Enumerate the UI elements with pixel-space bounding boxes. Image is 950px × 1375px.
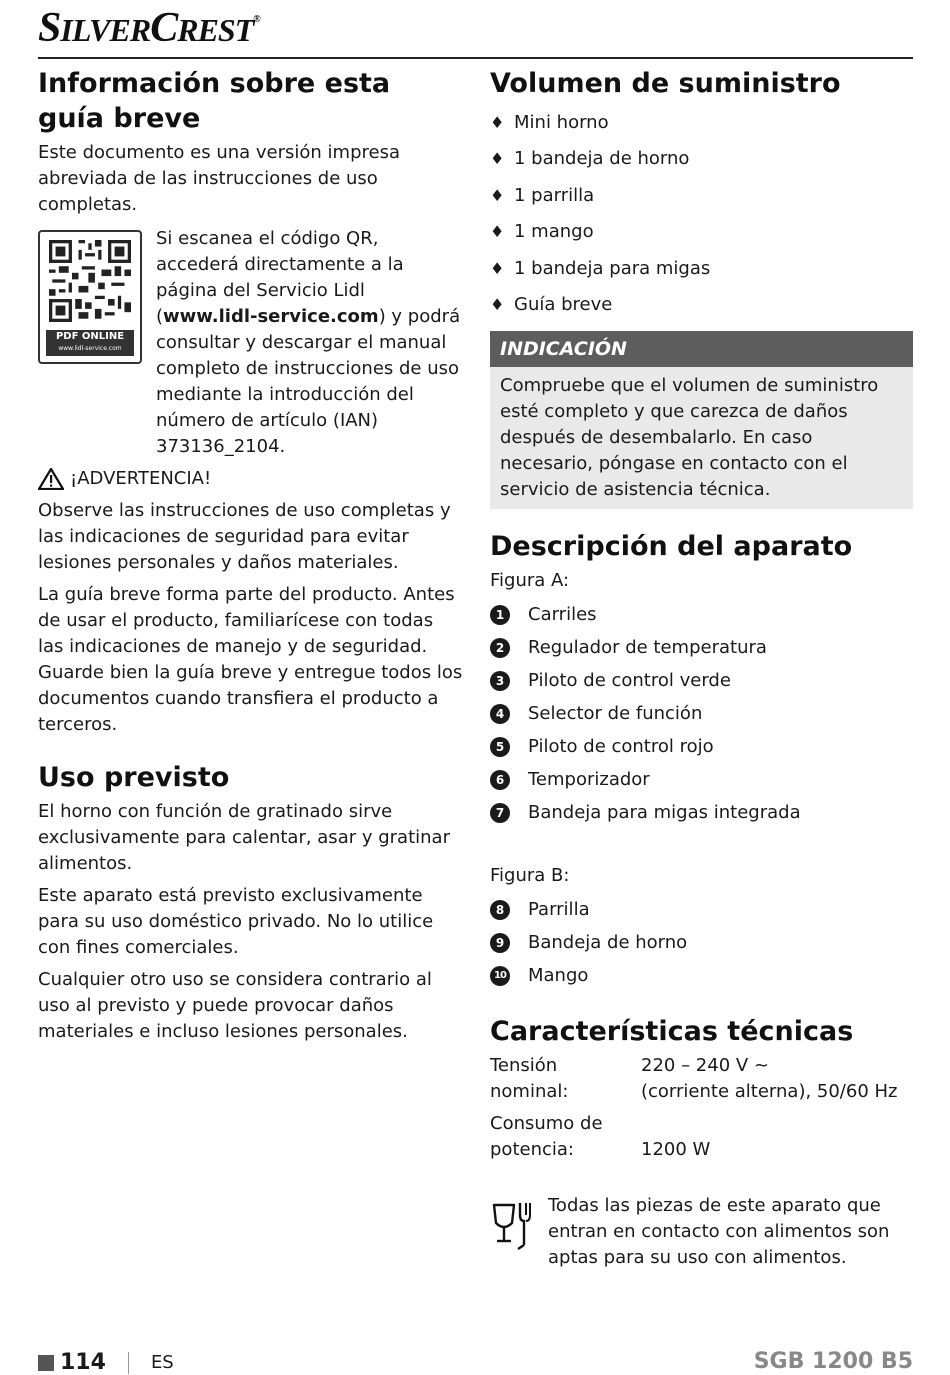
number-badge: 5: [490, 737, 510, 757]
footer-separator: [128, 1352, 129, 1374]
part-label: Piloto de control verde: [528, 670, 731, 692]
diamond-bullet-icon: ♦: [490, 149, 505, 169]
list-item: [490, 251, 913, 287]
description-title: Descripción del aparato: [490, 531, 853, 563]
list-item: [490, 214, 913, 250]
power-value-text: 1200 W: [641, 1139, 711, 1161]
left-column: [38, 66, 463, 1051]
diamond-bullet-icon: ♦: [490, 222, 505, 242]
diamond-bullet-icon: ♦: [490, 258, 505, 278]
number-badge: 6: [490, 770, 510, 790]
warning-label: ¡ADVERTENCIA!: [70, 468, 212, 489]
list-item: [490, 926, 913, 959]
number-badge: 10: [490, 966, 510, 986]
header-rule: [38, 57, 913, 59]
notice-body: Compruebe que el volumen de suministro esté completo y que carezca de daños después de desembalarlo. En caso necesario, póngase en contacto con el servicio de asistencia técnica.: [490, 367, 913, 509]
qr-section: [38, 226, 463, 460]
page-marker-icon: [38, 1355, 54, 1371]
number-badge: 3: [490, 671, 510, 691]
qr-text-part: ) y podrá consultar y descargar el manual completo de instrucciones de uso mediante la introducción del número de artículo (IAN) 373136_2104.: [156, 306, 461, 457]
tech-title: Características técnicas: [490, 1016, 854, 1048]
list-item: [490, 287, 913, 323]
power-label: [490, 1111, 641, 1163]
number-badge: 1: [490, 605, 510, 625]
info-title: Información sobre esta guía breve: [38, 68, 391, 134]
part-label: Temporizador: [528, 769, 650, 791]
footer-left: [38, 1350, 174, 1375]
pdf-online-badge: [46, 330, 134, 356]
notice-heading: INDICACIÓN: [490, 331, 913, 367]
supply-item-label: 1 bandeja para migas: [514, 257, 711, 279]
brand-logo: [38, 4, 260, 52]
intended-use-title: Uso previsto: [38, 762, 230, 793]
language-code: ES: [150, 1352, 174, 1373]
tech-specs: [490, 1053, 913, 1169]
qr-code-box[interactable]: [38, 230, 142, 364]
voltage-range: 220 – 240 V ~: [641, 1055, 769, 1077]
supply-title: Volumen de suministro: [490, 68, 841, 99]
right-column: [490, 66, 913, 1271]
voltage-value: [641, 1053, 913, 1105]
list-item: [490, 178, 913, 214]
number-badge: 9: [490, 933, 510, 953]
diamond-bullet-icon: ♦: [490, 113, 505, 132]
qr-description: [156, 226, 463, 460]
part-label: Carriles: [528, 604, 597, 626]
voltage-label: Tensión nominal:: [490, 1055, 569, 1103]
list-item: [490, 141, 913, 177]
power-value: [641, 1111, 913, 1163]
intended-use-p1: El horno con función de gratinado sirve exclusivamente para calentar, asar y gratinar alimentos.: [38, 801, 450, 874]
supply-item-label: Mini horno: [514, 112, 609, 133]
number-badge: 2: [490, 638, 510, 658]
list-item: [490, 796, 913, 829]
number-badge: 4: [490, 704, 510, 724]
list-item: [490, 893, 913, 926]
list-item: [490, 959, 913, 992]
parts-list-b: [490, 893, 913, 992]
intended-use-p3: Cualquier otro uso se considera contrario al uso al previsto y puede provocar daños materiales e incluso lesiones personales.: [38, 969, 432, 1042]
logo-letter: C: [150, 5, 178, 51]
info-intro: Este documento es una versión impresa abreviada de las instrucciones de uso completas.: [38, 142, 400, 215]
guide-text: La guía breve forma parte del producto. Antes de usar el producto, familiarícese con todas las indicaciones de manejo y de seguridad. Guarde bien la guía breve y entregue todos los documentos cuando transfiera el producto a terceros.: [38, 584, 463, 735]
pdf-online-url: www.lidl-service.com: [58, 345, 122, 352]
intended-use-p2: Este aparato está previsto exclusivamente para su uso doméstico privado. No lo utilice con fines comerciales.: [38, 885, 434, 958]
warning-heading: [38, 466, 463, 492]
part-label: Regulador de temperatura: [528, 637, 767, 659]
number-badge: 8: [490, 900, 510, 920]
part-label: Bandeja de horno: [528, 932, 688, 954]
warning-triangle-icon: [38, 468, 64, 490]
model-number: SGB 1200 B5: [753, 1349, 913, 1374]
qr-text-part: Si escanea el código QR, accederá directamente a la página del Servicio Lidl (: [156, 228, 404, 327]
pdf-online-label: PDF ONLINE: [55, 331, 125, 342]
logo-letter: S: [38, 5, 61, 51]
warning-text: Observe las instrucciones de uso completas y las indicaciones de seguridad para evitar lesiones personales y daños materiales.: [38, 500, 451, 573]
list-item: [490, 730, 913, 763]
voltage-frequency: (corriente alterna), 50/60 Hz: [641, 1081, 898, 1103]
diamond-bullet-icon: ♦: [490, 185, 505, 205]
parts-list-a: [490, 598, 913, 829]
power-label-line: Consumo de: [490, 1113, 603, 1135]
list-item: [490, 763, 913, 796]
figure-b-label: Figura B:: [490, 865, 570, 887]
lidl-service-link[interactable]: www.lidl-service.com: [163, 306, 379, 327]
page-number: 114: [60, 1350, 106, 1375]
part-label: Bandeja para migas integrada: [528, 802, 801, 824]
number-badge: 7: [490, 803, 510, 823]
supply-list: [490, 105, 913, 323]
supply-item-label: Guía breve: [514, 294, 613, 316]
list-item: [490, 598, 913, 631]
registered-mark: ®: [253, 14, 260, 25]
figure-a-label: Figura A:: [490, 570, 570, 592]
glass-fork-icon: [490, 1201, 538, 1251]
list-item: [490, 105, 913, 141]
list-item: [490, 631, 913, 664]
part-label: Piloto de control rojo: [528, 736, 714, 758]
food-safe-note: [490, 1193, 913, 1271]
qr-code-icon: [49, 240, 131, 322]
part-label: Parrilla: [528, 899, 590, 921]
food-safe-text: Todas las piezas de este aparato que entran en contacto con alimentos son aptas para su uso con alimentos.: [548, 1195, 890, 1269]
logo-letters: REST: [177, 12, 254, 48]
list-item: [490, 697, 913, 730]
supply-item-label: 1 mango: [514, 221, 594, 243]
diamond-bullet-icon: ♦: [490, 295, 505, 315]
power-label-line: potencia:: [490, 1139, 574, 1161]
list-item: [490, 664, 913, 697]
part-label: Mango: [528, 965, 589, 987]
supply-item-label: 1 bandeja de horno: [514, 148, 690, 170]
part-label: Selector de función: [528, 703, 703, 725]
supply-item-label: 1 parrilla: [514, 184, 595, 206]
logo-letters: ILVER: [60, 12, 151, 48]
